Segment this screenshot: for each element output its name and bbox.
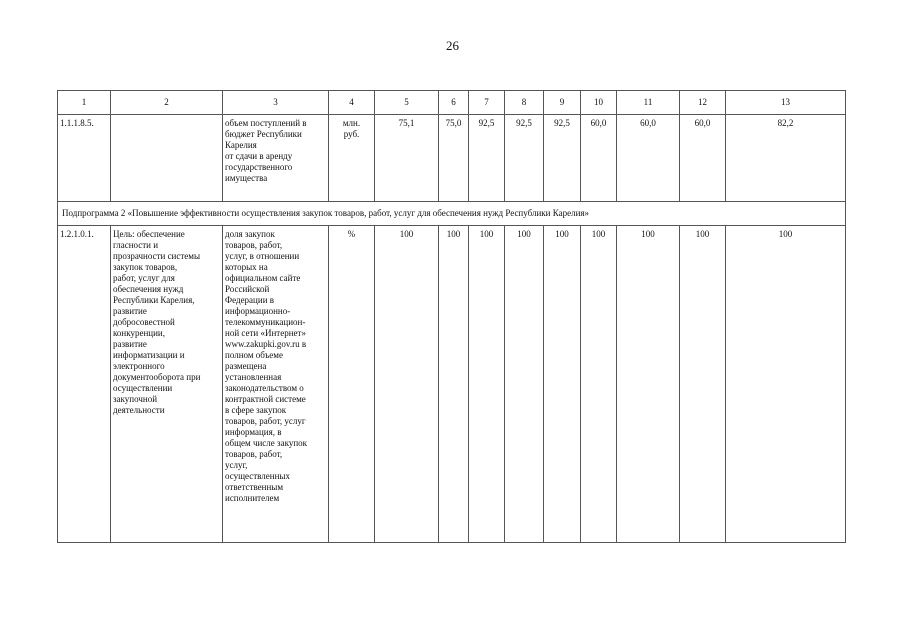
header-cell: 3 [223,91,329,115]
header-cell: 7 [469,91,505,115]
value-cell: 82,2 [726,115,846,202]
header-cell: 13 [726,91,846,115]
unit-cell: млн. руб. [329,115,375,202]
value-cell: 75,0 [439,115,469,202]
value-cell: 92,5 [544,115,581,202]
row-code: 1.1.1.8.5. [58,115,111,202]
header-cell: 11 [617,91,680,115]
header-cell: 12 [680,91,726,115]
header-cell: 4 [329,91,375,115]
goal-cell [111,115,223,202]
row-code: 1.2.1.0.1. [58,226,111,543]
indicator-cell: объем поступлений в бюджет Республики Карелия от сдачи в аренду государственного имущества [223,115,329,202]
value-cell: 100 [680,226,726,543]
subprogram-title: Подпрограмма 2 «Повышение эффективности осуществления закупок товаров, работ, услуг для обеспечения нужд Республики Карелия» [58,202,846,226]
header-cell: 9 [544,91,581,115]
value-cell: 100 [469,226,505,543]
value-cell: 100 [375,226,439,543]
header-cell: 1 [58,91,111,115]
header-cell: 10 [581,91,617,115]
value-cell: 100 [439,226,469,543]
value-cell: 92,5 [505,115,544,202]
goal-cell: Цель: обеспечение гласности и прозрачности системы закупок товаров, работ, услуг для обеспечения нужд Республики Карелия, развитие добросовестной конкуренции, развитие информатизации и электронного документооборота при осуществлении закупочной деятельности [111,226,223,543]
value-cell: 60,0 [581,115,617,202]
page-number: 26 [446,38,459,53]
value-cell: 60,0 [680,115,726,202]
header-cell: 2 [111,91,223,115]
unit-cell: % [329,226,375,543]
value-cell: 100 [726,226,846,543]
header-cell: 6 [439,91,469,115]
indicator-table [57,90,846,543]
table-row [58,226,846,543]
subprogram-row [58,202,846,226]
value-cell: 100 [617,226,680,543]
value-cell: 100 [505,226,544,543]
value-cell: 60,0 [617,115,680,202]
value-cell: 100 [581,226,617,543]
indicator-cell: доля закупок товаров, работ, услуг, в отношении которых на официальном сайте Российской Федерации в информационно- телекоммуникацион- ной сети «Интернет» www.zakupki.gov.ru в полном объеме размещена установленная законодательством о контрактной системе в сфере закупок товаров, работ, услуг информация, в общем числе закупок товаров, работ, услуг, осуществленных ответственным исполнителем [223,226,329,543]
value-cell: 75,1 [375,115,439,202]
header-cell: 8 [505,91,544,115]
value-cell: 100 [544,226,581,543]
value-cell: 92,5 [469,115,505,202]
table-row [58,115,846,202]
table-header-row [58,91,846,115]
header-cell: 5 [375,91,439,115]
